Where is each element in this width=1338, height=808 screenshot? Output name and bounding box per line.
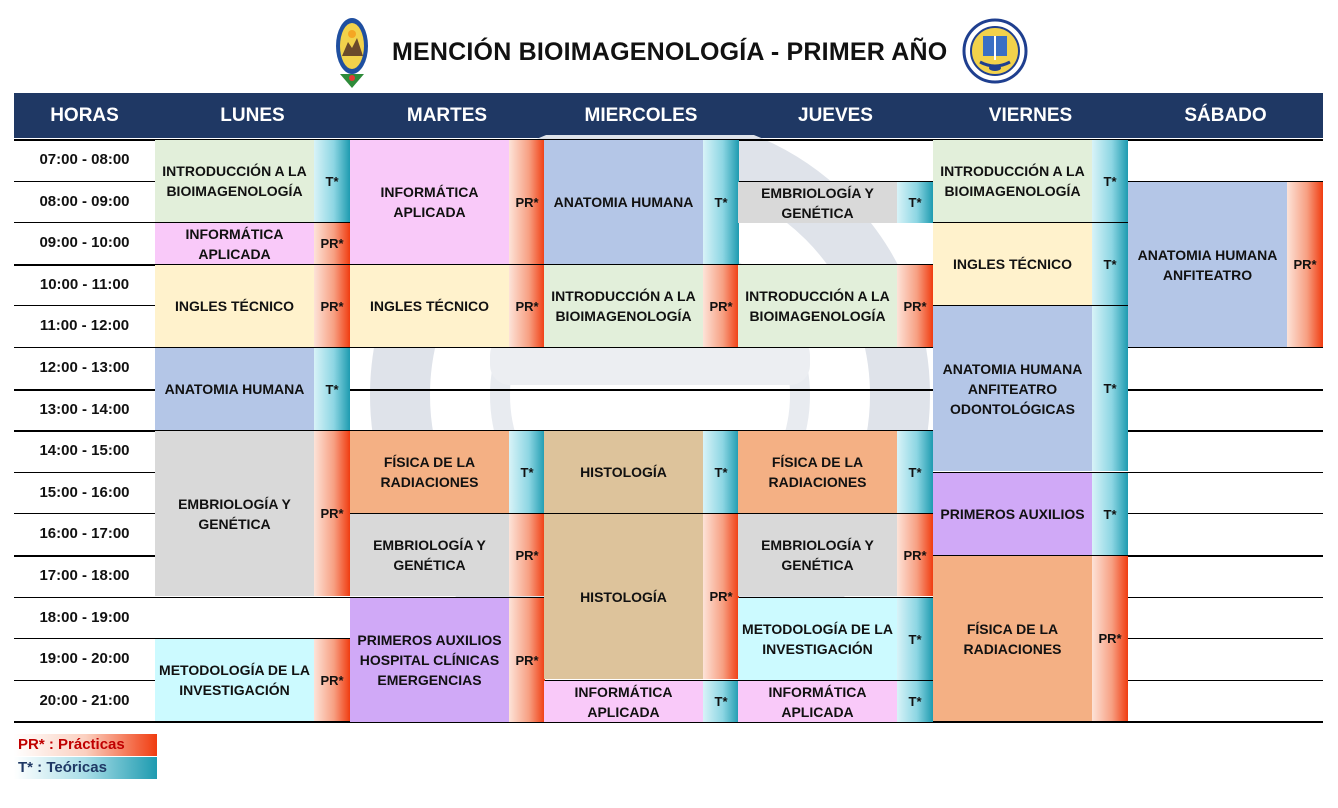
theory-badge: T* (1092, 223, 1128, 305)
legend-teoricas: T* : Teóricas (14, 757, 157, 779)
course-block (155, 348, 314, 430)
course-label: PRIMEROS AUXILIOS HOSPITAL CLÍNICAS EMERGENCIAS (357, 632, 502, 688)
course-label: EMBRIOLOGÍA Y GENÉTICA (178, 495, 291, 532)
header-day-viernes: VIERNES (988, 105, 1073, 126)
header-day-sabado: SÁBADO (1184, 105, 1267, 126)
course-label: FÍSICA DE LA RADIACIONES (768, 454, 867, 490)
theory-badge: T* (1092, 140, 1128, 222)
course-label: INFORMÁTICA APLICADA (768, 683, 867, 720)
practice-badge: PR* (314, 223, 350, 264)
course-block (350, 598, 509, 722)
career-seal-logo (962, 16, 1028, 86)
course-label: METODOLOGÍA DE LA INVESTIGACIÓN (159, 662, 310, 698)
time-slot-label: 18:00 - 19:00 (39, 609, 130, 626)
practice-badge: PR* (509, 140, 545, 264)
time-slot-label: 11:00 - 12:00 (39, 317, 130, 334)
theory-badge: T* (897, 182, 933, 223)
course-block (544, 265, 703, 347)
course-label: INFORMÁTICA APLICADA (574, 683, 673, 720)
time-slot-label: 14:00 - 15:00 (39, 442, 130, 459)
course-label: INGLES TÉCNICO (174, 298, 294, 314)
course-block (933, 556, 1092, 721)
course-label: EMBRIOLOGÍA Y GENÉTICA (373, 537, 486, 573)
theory-badge: T* (509, 431, 545, 513)
time-slot-label: 20:00 - 21:00 (39, 692, 130, 709)
theory-badge: T* (314, 140, 350, 222)
header-day-martes: MARTES (406, 105, 488, 126)
theory-badge: T* (703, 681, 739, 722)
course-label: INTRODUCCIÓN A LA BIOIMAGENOLOGÍA (940, 163, 1085, 199)
legend-practicas: PR* : Prácticas (14, 734, 157, 756)
practice-badge: PR* (509, 598, 545, 722)
course-block (155, 140, 314, 222)
time-slot-label: 07:00 - 08:00 (39, 151, 130, 168)
course-label: HISTOLOGÍA (580, 464, 667, 480)
course-label: INFORMÁTICA APLICADA (380, 184, 479, 220)
theory-badge: T* (703, 140, 739, 264)
header-day-lunes: LUNES (220, 105, 285, 126)
course-block (544, 431, 703, 513)
course-label: ANATOMIA HUMANA ANFITEATRO ODONTOLÓGICAS (942, 360, 1083, 417)
course-block (738, 265, 897, 347)
time-slot-label: 19:00 - 20:00 (39, 650, 130, 667)
page-title: MENCIÓN BIOIMAGENOLOGÍA - PRIMER AÑO (392, 38, 948, 66)
course-block (738, 681, 897, 722)
course-block (155, 639, 314, 721)
course-label: EMBRIOLOGÍA Y GENÉTICA (761, 537, 874, 573)
practice-badge: PR* (509, 265, 545, 347)
course-block (155, 223, 314, 264)
course-block (350, 514, 509, 596)
theory-badge: T* (1092, 473, 1128, 555)
header-day-miercoles: MIERCOLES (584, 105, 698, 126)
course-label: FÍSICA DE LA RADIACIONES (963, 620, 1062, 657)
course-label: ANATOMIA HUMANA (164, 381, 305, 397)
course-label: FÍSICA DE LA RADIACIONES (380, 454, 479, 490)
course-block (350, 431, 509, 513)
course-block (350, 265, 509, 347)
time-slot-label: 08:00 - 09:00 (39, 193, 130, 210)
practice-badge: PR* (314, 265, 350, 347)
course-label: INGLES TÉCNICO (952, 256, 1072, 272)
course-block (933, 306, 1092, 471)
theory-badge: T* (897, 431, 933, 513)
course-block (933, 473, 1092, 555)
practice-badge: PR* (314, 431, 350, 596)
course-block (544, 514, 703, 679)
course-block (1128, 182, 1287, 347)
time-slot-label: 12:00 - 13:00 (39, 359, 130, 376)
practice-badge: PR* (509, 514, 545, 596)
course-label: METODOLOGÍA DE LA INVESTIGACIÓN (742, 621, 893, 657)
practice-badge: PR* (703, 265, 739, 347)
course-label: HISTOLOGÍA (580, 588, 667, 605)
course-block (933, 223, 1092, 305)
course-label: INTRODUCCIÓN A LA BIOIMAGENOLOGÍA (551, 288, 696, 324)
course-label: INGLES TÉCNICO (369, 298, 489, 314)
practice-badge: PR* (314, 639, 350, 721)
practice-badge: PR* (703, 514, 739, 679)
time-slot-label: 17:00 - 18:00 (39, 567, 130, 584)
course-block (544, 681, 703, 722)
course-label: PRIMEROS AUXILIOS (940, 506, 1085, 522)
practice-badge: PR* (1287, 182, 1323, 347)
course-block (544, 140, 703, 264)
course-block (350, 140, 509, 264)
course-block (155, 265, 314, 347)
course-label: ANATOMIA HUMANA (553, 194, 694, 210)
time-slot-label: 09:00 - 10:00 (39, 234, 130, 251)
course-block (933, 140, 1092, 222)
schedule-header (14, 93, 1323, 138)
time-slot-label: 15:00 - 16:00 (39, 484, 130, 501)
course-label: INFORMÁTICA APLICADA (185, 225, 284, 262)
university-seal-logo (334, 14, 370, 88)
theory-badge: T* (703, 431, 739, 513)
course-label: ANATOMIA HUMANA ANFITEATRO (1137, 246, 1278, 283)
practice-badge: PR* (897, 265, 933, 347)
theory-badge: T* (897, 681, 933, 722)
course-block (738, 431, 897, 513)
practice-badge: PR* (897, 514, 933, 596)
theory-badge: T* (314, 348, 350, 430)
theory-badge: T* (897, 598, 933, 680)
header-day-jueves: JUEVES (798, 105, 873, 126)
course-block (738, 598, 897, 680)
course-block (155, 431, 314, 596)
course-label: INTRODUCCIÓN A LA BIOIMAGENOLOGÍA (745, 288, 890, 324)
time-slot-label: 16:00 - 17:00 (39, 525, 130, 542)
theory-badge: T* (1092, 306, 1128, 471)
header-horas: HORAS (50, 105, 119, 126)
practice-badge: PR* (1092, 556, 1128, 721)
time-slot-label: 10:00 - 11:00 (39, 276, 130, 293)
course-block (738, 182, 897, 223)
course-label: EMBRIOLOGÍA Y GENÉTICA (761, 184, 874, 221)
time-slot-label: 13:00 - 14:00 (39, 401, 130, 418)
course-block (738, 514, 897, 596)
course-label: INTRODUCCIÓN A LA BIOIMAGENOLOGÍA (162, 163, 307, 199)
